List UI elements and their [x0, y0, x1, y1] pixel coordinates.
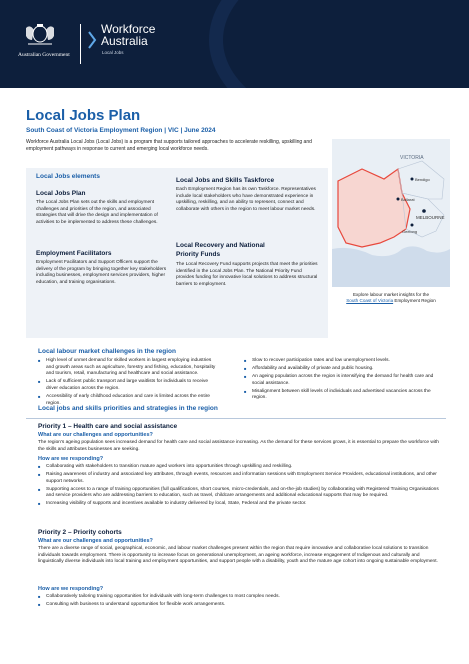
- coat-of-arms-icon: [22, 22, 58, 48]
- map-caption: [330, 292, 452, 305]
- map-caption-end: Employment Region: [394, 298, 436, 304]
- map-caption-text: Explore labour market insights for the: [352, 292, 430, 297]
- list-item: ■ Consulting with business to understand opportunities for flexible work arrangements.: [38, 602, 446, 609]
- list-item: ■ Misalignment between skill levels of individuals and advertised vacancies across the region.: [244, 389, 444, 402]
- header-divider: [80, 24, 81, 64]
- list-item: ■ Supporting access to a range of training opportunities (full qualifications, short courses, micro-credentials, and on-the-job studies) by collaborating with Registered Training Organisations and service providers who are addressing barriers to education, such as travel, childcare arrangements and additional educational supports that may be required.: [38, 487, 446, 500]
- funds-heading-line-1: Local Recovery and National: [176, 242, 265, 249]
- region-subtitle: South Coast of Victoria Employment Region | VIC | June 2024: [26, 127, 216, 134]
- workforce-australia-logo-icon: [87, 30, 97, 50]
- map-label-bendigo: Bendigo: [415, 177, 430, 182]
- region-map: [332, 139, 450, 287]
- challenges-heading: Local labour market challenges in the region: [38, 348, 176, 355]
- priority-1-list: [38, 464, 446, 510]
- list-item: ■ Affordability and availability of private and public housing.: [244, 366, 444, 373]
- plan-heading: Local Jobs Plan: [36, 190, 86, 197]
- funds-heading-line-2: Priority Funds: [176, 251, 221, 258]
- brand-line-2: Australia: [101, 34, 148, 48]
- priority-1-question-2: How are we responding?: [38, 456, 104, 462]
- priority-2-list: [38, 594, 446, 610]
- list-item: ■ Lack of sufficient public transport and large waitlists for individuals to receive driver education across the region.: [38, 379, 220, 392]
- challenges-list-right: [244, 358, 444, 404]
- priority-2-title: Priority 2 – Priority cohorts: [38, 529, 122, 536]
- map-label-victoria: VICTORIA: [400, 155, 424, 161]
- priority-1-title: Priority 1 – Health care and social assistance: [38, 423, 178, 430]
- header-banner: [0, 0, 469, 88]
- list-item: ■ Raising awareness of industry and associated key attributes, through events, resources and information sessions with Employment Service Providers, educational institutions, and other support networks.: [38, 472, 446, 485]
- government-label: Australian Government: [18, 52, 70, 58]
- list-item: ■ Increasing visibility of supports and incentives available to industry delivered by local, State, Federal and the private sector.: [38, 501, 446, 508]
- page-title: Local Jobs Plan: [26, 107, 141, 124]
- taskforce-heading: Local Jobs and Skills Taskforce: [176, 177, 275, 184]
- ballarat-marker: [397, 198, 400, 201]
- list-item: ■ Collaborating with stakeholders to transition mature aged workers into opportunities through upskilling and reskilling.: [38, 464, 446, 471]
- priority-2-question-2: How are we responding?: [38, 586, 104, 592]
- priority-1-text: The region's ageing population sees increased demand for health care and social assistance increasing. As the demand for these services grows, it is essential to prepare the workforce with the skills and attributes businesses are seeking.: [38, 440, 439, 452]
- list-item: ■ Slow to recover participation rates and low unemployment levels.: [244, 358, 444, 365]
- section-divider: [26, 418, 446, 419]
- brand-line-1: Workforce: [101, 22, 156, 36]
- priority-2-question-1: What are our challenges and opportunities?: [38, 538, 153, 544]
- map-label-ballarat: Ballarat: [401, 197, 415, 202]
- melbourne-marker: [422, 209, 426, 213]
- funds-text: The Local Recovery Fund supports projects that meet the priorities identified in the Local Jobs Plan. The National Priority Fund provides funding for innovative local solutions to address structural barriers to employment.: [176, 262, 318, 287]
- bendigo-marker: [411, 178, 414, 181]
- banner-decoration: [209, 0, 469, 88]
- geelong-marker: [411, 224, 414, 227]
- list-item: ■ Collaboratively tailoring training opportunities for individuals with long-term challenges to most complex needs.: [38, 594, 446, 601]
- priority-2-text: There are a diverse range of social, geographical, economic, and labour market challenges present within the region that require innovative and collaborative local solutions to transition individuals towards employment. There is opportunity to increase focus on generational unemployment, an ageing workforce, increase engagement of Indigenous and culturally and linguistically diverse individuals into local training and employment opportunities, and support people with a disability, youth and the mature age cohort into ongoing sustainable employment.: [38, 546, 438, 565]
- map-label-geelong: Geelong: [402, 229, 418, 234]
- region-insights-link[interactable]: South Coast of Victoria: [346, 298, 394, 304]
- map-label-melbourne: MELBOURNE: [416, 215, 445, 220]
- priority-1-question-1: What are our challenges and opportunities?: [38, 432, 153, 438]
- priorities-heading: Local jobs and skills priorities and strategies in the region: [38, 405, 218, 412]
- taskforce-text: Each Employment Region has its own Taskforce. Representatives include local stakeholders who have demonstrated experience in upskilling, reskilling, and an ability to represent, connect and collaborate with others in the region to meet labour market needs.: [176, 187, 316, 212]
- facilitators-text: Employment Facilitators and Support Officers support the delivery of the program by bringing together key stakeholders including businesses, employment services providers, higher education, and training organisations.: [36, 260, 167, 285]
- brand-title: [101, 23, 155, 47]
- challenges-list-left: [38, 358, 220, 409]
- plan-text: The Local Jobs Plan sets out the skills and employment challenges and priorities of the region, and associated strategies that will drive the design and implementation of activities to be implemented to address these challenges.: [36, 200, 158, 225]
- facilitators-heading: Employment Facilitators: [36, 250, 112, 257]
- elements-heading: Local Jobs elements: [36, 173, 100, 180]
- intro-paragraph: Workforce Australia Local Jobs (Local Jobs) is a program that supports tailored approaches to accelerate reskilling, upskilling and employment pathways in response to current and emerging local workforce needs.: [26, 139, 312, 152]
- brand-subtitle: Local Jobs: [102, 50, 124, 55]
- list-item: ■ An ageing population across the region is intensifying the demand for health care and social assistance.: [244, 374, 444, 387]
- list-item: ■ Accessibility of early childhood education and care is limited across the entire region.: [38, 394, 220, 407]
- list-item: ■ High level of unmet demand for skilled workers in largest employing industries and growth areas such as agriculture, forestry and fishing, education, hospitality and tourism, retail, manufacturing and healthcare and social assistance.: [38, 358, 220, 378]
